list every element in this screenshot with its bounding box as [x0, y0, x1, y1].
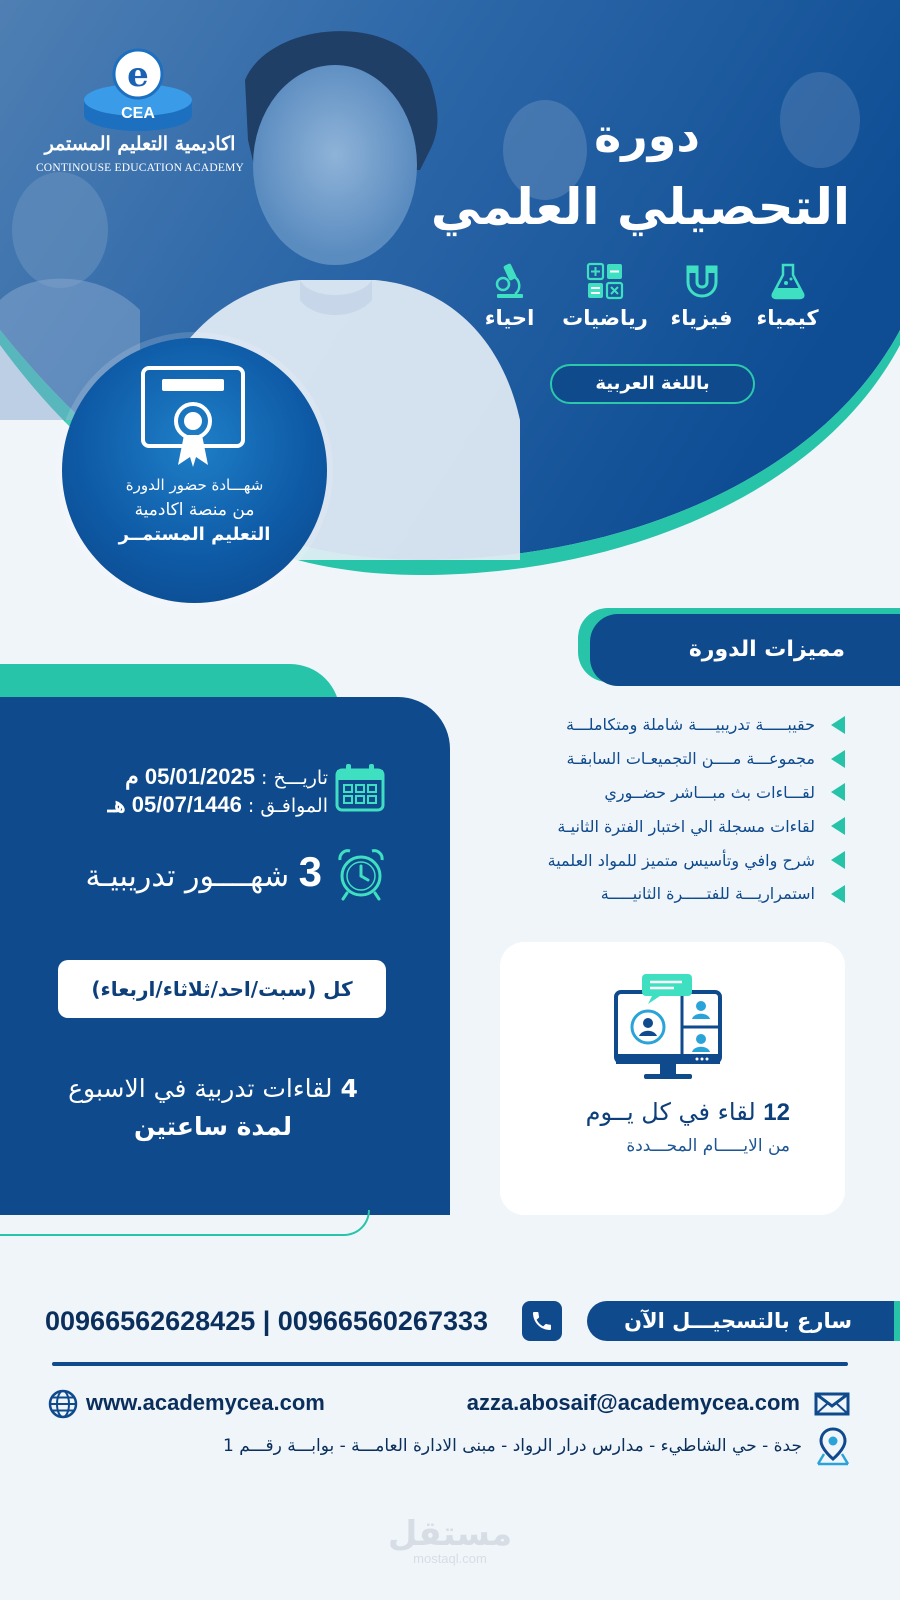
- alarm-clock-icon: [334, 846, 388, 902]
- course-duration: [40, 848, 322, 896]
- logo-badge: CEA: [121, 105, 155, 122]
- address-text: جدة - حي الشاطيء - مدارس درار الرواد - مبنى الادارة العامـــة - بوابـــة رقـــم 1: [222, 1436, 802, 1456]
- logo-arabic-name: اكاديمية التعليم المستمر: [44, 133, 236, 155]
- subject-label: فيزياء: [670, 306, 733, 330]
- subject-chemistry: [740, 262, 835, 330]
- certificate-icon: [140, 365, 248, 473]
- calculator-icon: [586, 262, 624, 300]
- watermark-arabic: مستقل: [387, 1514, 513, 1554]
- features-title: مميزات الدورة: [688, 637, 845, 662]
- feature-item: [485, 843, 845, 877]
- arrow-icon: [831, 885, 845, 903]
- hero-banner: [0, 0, 900, 610]
- course-title-line1: دورة: [594, 108, 700, 162]
- date-label: تاريـــخ :: [261, 767, 328, 789]
- logo-english-name: CONTINOUSE EDUCATION ACADEMY: [35, 162, 245, 174]
- location-pin-icon: [815, 1426, 851, 1466]
- duration-number: 3: [298, 848, 322, 895]
- subject-label: كيمياء: [756, 306, 819, 330]
- hijri-label: الموافـق :: [247, 795, 328, 817]
- feature-text: شرح وافي وتأسيس متميز للمواد العلمية: [547, 850, 815, 870]
- website-link[interactable]: www.academycea.com: [86, 1390, 325, 1415]
- certificate-line1: شهـــادة حضور الدورة: [125, 476, 264, 494]
- phone-button[interactable]: [522, 1301, 562, 1341]
- sessions-number: 4: [340, 1074, 358, 1103]
- feature-item: [485, 742, 845, 776]
- arrow-icon: [831, 750, 845, 768]
- weekly-sessions: [40, 1074, 386, 1103]
- arrow-icon: [831, 851, 845, 869]
- flask-icon: [769, 262, 807, 300]
- daily-number: 12: [763, 1099, 790, 1126]
- phone-numbers[interactable]: 00966562628425 | 00966560267333: [45, 1306, 489, 1336]
- feature-text: لقاءات مسجلة الي اختبار الفترة الثانيـة: [557, 816, 815, 836]
- phone-icon: [530, 1309, 554, 1333]
- arrow-icon: [831, 716, 845, 734]
- daily-subtext: من الايـــــام المحـــددة: [626, 1136, 790, 1156]
- date-hijri: [58, 792, 328, 818]
- feature-item: [485, 809, 845, 843]
- feature-text: حقيبـــــة تدريبيــــة شاملة ومتكاملـــة: [566, 715, 815, 735]
- mail-icon: [814, 1392, 850, 1416]
- subject-biology: [462, 262, 557, 330]
- magnet-icon: [683, 262, 721, 300]
- feature-item: [485, 877, 845, 911]
- session-length: لمدة ساعتين: [133, 1112, 292, 1141]
- arrow-icon: [831, 783, 845, 801]
- contact-divider: [52, 1362, 848, 1366]
- register-now-banner[interactable]: سارع بالتسجيـــل الآن: [587, 1301, 900, 1341]
- subject-label: احياء: [484, 306, 535, 330]
- sessions-text: لقاءات تدربية في الاسبوع: [68, 1074, 333, 1103]
- date-value: 05/01/2025 م: [125, 764, 255, 789]
- video-meeting-icon: [612, 972, 724, 1084]
- language-badge: باللغة العربية: [550, 364, 755, 404]
- feature-text: لقـــاءات بث مبـــاشر حضــوري: [604, 782, 815, 802]
- schedule-panel-outline: [0, 1210, 370, 1236]
- certificate-line3: التعليم المستمــر: [118, 524, 271, 545]
- email-link[interactable]: azza.abosaif@academycea.com: [466, 1390, 800, 1415]
- certificate-line2: من منصة اكادمية: [134, 500, 255, 520]
- hijri-value: 05/07/1446 هـ: [107, 792, 242, 817]
- arrow-icon: [831, 817, 845, 835]
- microscope-icon: [491, 262, 529, 300]
- watermark-latin: mostaql.com: [413, 1551, 487, 1566]
- subject-physics: [654, 262, 749, 330]
- course-title-line2: التحصيلي العلمي: [430, 178, 850, 236]
- daily-sessions-count: [500, 1098, 790, 1127]
- subject-label: رياضيات: [562, 306, 648, 330]
- duration-text: شهــــور تدريبيـة: [85, 859, 290, 894]
- session-days: كل (سبت/احد/ثلاثاء/اربعاء): [58, 960, 386, 1018]
- subject-math: [555, 262, 655, 330]
- features-list: [485, 708, 845, 911]
- calendar-icon: [334, 762, 386, 814]
- date-gregorian: [58, 764, 328, 790]
- feature-text: استمراريـــة للفتـــــرة الثانيـــــة: [600, 884, 815, 904]
- globe-icon: [48, 1389, 78, 1419]
- daily-text: لقاء في كل يــوم: [585, 1098, 756, 1126]
- feature-item: [485, 708, 845, 742]
- feature-text: مجموعـــة مــــن التجميعـات السابقـة: [566, 749, 815, 769]
- feature-item: [485, 776, 845, 810]
- svg-text:e: e: [127, 55, 149, 95]
